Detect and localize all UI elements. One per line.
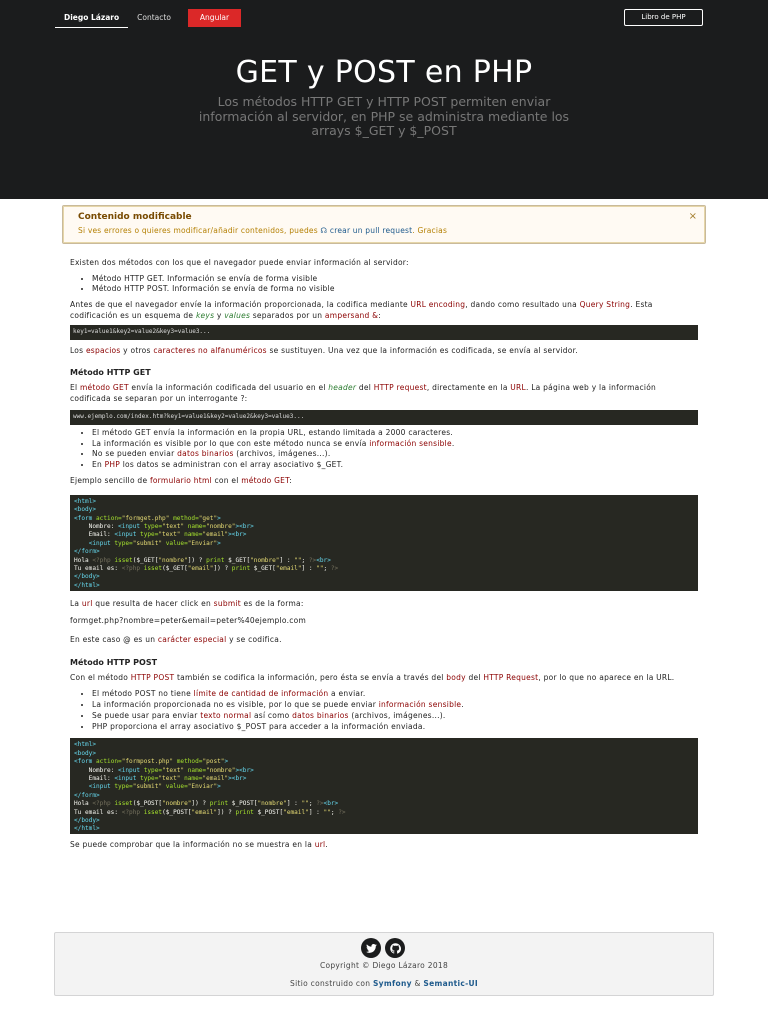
text: (archivos, imágenes...).: [233, 449, 331, 459]
notice-header: Contenido modificable: [78, 212, 192, 222]
page-title: GET y POST en PHP: [235, 55, 533, 90]
text: En: [92, 460, 105, 470]
text: con el: [211, 476, 242, 486]
text: El: [70, 383, 80, 393]
get-result-paragraph: [70, 599, 698, 610]
get-paragraph: [70, 383, 698, 404]
get-list: [70, 428, 698, 472]
text: No se pueden enviar: [92, 449, 178, 459]
query-string-link[interactable]: Query String: [579, 300, 631, 310]
list-item: [92, 439, 698, 450]
url-link[interactable]: url: [314, 840, 326, 850]
info-sensible-link[interactable]: información sensible: [369, 438, 452, 448]
text: La información es visible por lo que con este método nunca se envía: [92, 438, 370, 448]
post-list: [70, 689, 698, 733]
nav-item-contacto[interactable]: Contacto: [137, 13, 171, 23]
notice-text-post: . Gracias: [412, 225, 448, 235]
metodo-get-link[interactable]: método GET: [79, 383, 129, 393]
caracter-especial-link[interactable]: carácter especial: [157, 634, 227, 644]
text: . Esta codificación es un esquema de: [70, 300, 653, 320]
symfony-link[interactable]: Symfony: [372, 979, 412, 988]
text: En este caso @ es un: [70, 634, 158, 644]
notice-text: [78, 226, 690, 237]
list-item: • Método HTTP POST. Información se envía de forma no visible: [92, 284, 698, 295]
text: también se codifica la información, pero ésta se envía a través del: [174, 673, 447, 683]
close-icon[interactable]: ×: [688, 211, 697, 222]
text: :: [289, 476, 292, 486]
post-paragraph: [70, 673, 698, 684]
list-item: • PHP proporciona el array asociativo $_POST para acceder a la información enviada.: [92, 722, 698, 733]
text: del: [356, 383, 374, 393]
http-post-link[interactable]: HTTP POST: [130, 673, 175, 683]
main-content: [62, 205, 706, 851]
datos-binarios-link[interactable]: datos binarios: [292, 710, 349, 720]
text: El método POST no tiene: [92, 688, 194, 698]
http-request-link[interactable]: HTTP request: [373, 383, 427, 393]
list-item: [92, 449, 698, 460]
text: Los: [70, 345, 86, 355]
text: .: [325, 840, 329, 850]
notice-message: [62, 205, 706, 244]
list-item: [92, 460, 698, 471]
url-link[interactable]: url: [81, 598, 93, 608]
header-term: header: [328, 383, 357, 393]
list-item: [92, 700, 698, 711]
nav-item-angular[interactable]: Angular: [188, 9, 241, 27]
text: Antes de que el navegador envíe la información proporcionada, la codifica mediante: [70, 300, 411, 310]
values-term: values: [224, 310, 251, 320]
espacios-link[interactable]: espacios: [85, 345, 121, 355]
text: Se puede usar para enviar: [92, 710, 201, 720]
post-last-paragraph: [70, 840, 698, 851]
text: a enviar.: [328, 688, 366, 698]
get-url-code: www.ejemplo.com/index.htm?key1=value1&key2=value2&key3=value3...: [70, 410, 698, 424]
semantic-ui-link[interactable]: Semantic-UI: [423, 979, 478, 988]
formulario-html-link[interactable]: formulario html: [149, 476, 212, 486]
text: y: [214, 310, 225, 320]
text: y se codifica.: [226, 634, 282, 644]
get-code-block: <html> <body> <form action="formget.php" method="get"> Nombre: <input type="text" name="nombre"><br> Email: <input type="text" name="email"><br> <input type="submit" value="Enviar"> </form> Hola <?php isset($_GET["nombre"]) ? print $_GET["nombre"] : ""; ?><br> Tu email es: <?php isset($_GET["email"]) ? print $_GET["email"] : ""; ?> </body> </html>: [70, 495, 698, 591]
list-item: • El método GET envía la información en la propia URL, estando limitada a 2000 caracteres.: [92, 428, 698, 439]
text: se sustituyen. Una vez que la información es codificada, se envía al servidor.: [266, 345, 578, 355]
info-sensible-link[interactable]: información sensible: [378, 699, 462, 709]
copyright-text: Copyright © Diego Lázaro 2018: [319, 961, 449, 970]
notice-text-pre: Si ves errores o quieres modificar/añadir contenidos, puedes: [78, 225, 318, 235]
list-item: [92, 711, 698, 722]
libro-php-button[interactable]: Libro de PHP: [624, 9, 703, 26]
get-heading: Método HTTP GET: [70, 368, 151, 378]
text: así como: [251, 710, 293, 720]
url-encoding-link[interactable]: URL encoding: [410, 300, 466, 310]
text: , por lo que no aparece en la URL.: [538, 673, 675, 683]
text: separados por un: [250, 310, 325, 320]
caracteres-link[interactable]: caracteres no alfanuméricos: [153, 345, 267, 355]
text: que resulta de hacer click en: [92, 598, 214, 608]
submit-link[interactable]: submit: [213, 598, 241, 608]
social-links: [361, 938, 405, 958]
post-code-block: <html> <body> <form action="formpost.php" method="post"> Nombre: <input type="text" name="nombre"><br> Email: <input type="text" name="email"><br> <input type="submit" value="Enviar"> </form> Hola <?php isset($_POST["nombre"]) ? print $_POST["nombre"] : ""; ?><br> Tu email es: <?php isset($_POST["email"]) ? print $_POST["email"] : ""; ?> </body> </html>: [70, 738, 698, 834]
text: envía la información codificada del usuario en el: [128, 383, 329, 393]
text: y otros: [120, 345, 154, 355]
text: La información proporcionada no es visible, por lo que se puede enviar: [92, 699, 379, 709]
pull-request-link[interactable]: crear un pull request: [329, 225, 413, 235]
text: (archivos, imágenes...).: [348, 710, 446, 720]
twitter-icon[interactable]: [361, 938, 381, 958]
php-link[interactable]: PHP: [104, 460, 121, 470]
datos-binarios-link[interactable]: datos binarios: [177, 449, 234, 459]
list-item: [92, 689, 698, 700]
get-result-url: formget.php?nombre=peter&email=peter%40ejemplo.com: [70, 616, 307, 626]
intro-paragraph: Existen dos métodos con los que el navegador puede enviar información al servidor:: [70, 258, 409, 267]
text: del: [465, 673, 484, 683]
text: La: [70, 598, 82, 608]
spaces-paragraph: [70, 346, 698, 357]
nav-item-diego-lazaro[interactable]: Diego Lázaro: [55, 9, 128, 28]
text: Sitio construido con: [290, 979, 373, 988]
text: .: [461, 699, 464, 709]
text: es de la forma:: [240, 598, 304, 608]
github-icon[interactable]: [385, 938, 405, 958]
metodo-get-link[interactable]: método GET: [241, 476, 290, 486]
text: , dando como resultado una: [465, 300, 580, 310]
text: Con el método: [70, 673, 131, 683]
ampersand-link[interactable]: ampersand &: [324, 310, 379, 320]
url-link[interactable]: URL: [510, 383, 526, 393]
post-heading: Método HTTP POST: [70, 658, 158, 668]
intro-list: [70, 274, 698, 296]
hero: [0, 0, 768, 199]
limite-link[interactable]: límite de cantidad de información: [193, 688, 329, 698]
http-request-link[interactable]: HTTP Request: [483, 673, 539, 683]
built-with-text: [55, 979, 713, 990]
text: &: [411, 979, 424, 988]
list-item: • Método HTTP GET. Información se envía de forma visible: [92, 274, 698, 285]
text: . La página web y la información codificada se separan por un interrogante ?:: [70, 383, 657, 403]
text: Ejemplo sencillo de: [70, 476, 150, 486]
text: .: [451, 438, 455, 448]
text: los datos se administran con el array asociativo $_GET.: [120, 460, 344, 470]
texto-normal-link[interactable]: texto normal: [200, 710, 252, 720]
get-example-paragraph: [70, 476, 698, 487]
footer: [54, 932, 714, 996]
encoding-paragraph: [70, 300, 698, 321]
text: , directamente en la: [426, 383, 511, 393]
top-nav: [55, 9, 241, 29]
page-subtitle: Los métodos HTTP GET y HTTP POST permiten enviar información al servidor, en PHP se administra mediante los arrays $_GET y $_POST: [198, 94, 570, 139]
query-string-code: key1=value1&key2=value2&key3=value3...: [70, 325, 698, 339]
github-icon: ☊: [320, 225, 328, 235]
article-body: [62, 258, 706, 851]
get-note-paragraph: [70, 635, 698, 646]
text: :: [378, 310, 382, 320]
keys-term: keys: [195, 310, 215, 320]
body-link[interactable]: body: [446, 673, 466, 683]
text: Se puede comprobar que la información no se muestra en la: [70, 840, 315, 850]
